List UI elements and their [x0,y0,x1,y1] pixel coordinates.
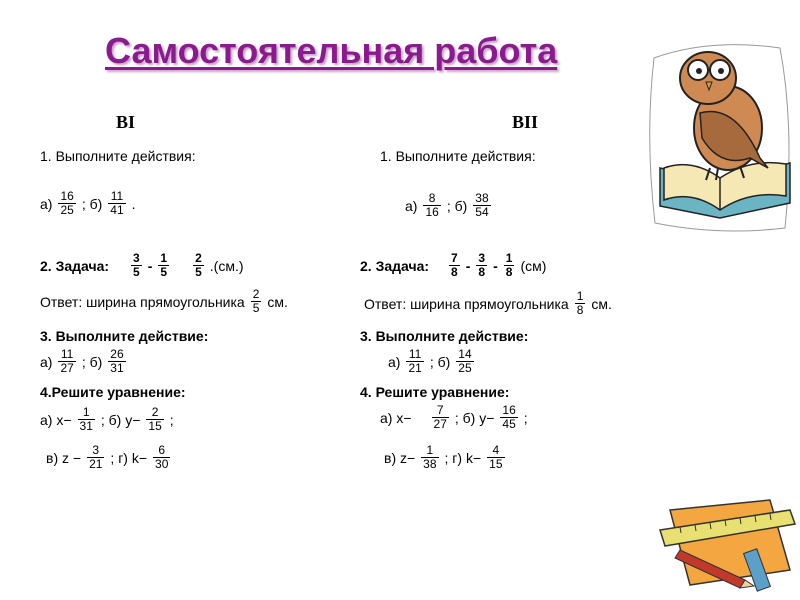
v2-eq-c-prefix: в) z− [384,449,416,466]
v2-task1-sep: ; б) [446,197,468,214]
v2-task2-heading: 2. Задача: [360,257,430,274]
v2-task3-fraction-b: $\frac{14}{25}$ [458,347,472,375]
v2-answer-text: Ответ: ширина прямоугольника [364,295,569,312]
v1-eq-a-fraction: $\frac{1}{31}$ [79,405,93,433]
v1-task1-fraction-a: $\frac{16}{25}$ [60,189,74,217]
v2-eq-d-fraction: $\frac{4}{15}$ [489,443,503,471]
v2-eq-c-fraction: $\frac{1}{38}$ [423,443,437,471]
v2-eq-row-2 [384,444,507,471]
v1-task2 [40,252,244,279]
v2-eq-b-prefix: ; б) у− [454,409,495,426]
v2-eq-row-1 [380,404,528,431]
v1-answer-text: Ответ: ширина прямоугольника [40,293,245,310]
v2-task2-unit: (см) [520,257,547,274]
v2-task2 [360,252,546,279]
v2-task1-label-a: а) [405,197,418,214]
v1-task2-fraction-1: $\frac{3}{5}$ [133,251,140,279]
v2-task3-expr [388,348,476,375]
v1-task1-fraction-b: $\frac{11}{41}$ [110,189,124,217]
ruler-pencil-icon [650,490,800,600]
v2-eq-b-end: ; [523,409,528,426]
v2-task2-minus-1: - [465,257,471,274]
v2-eq-b-fraction: $\frac{16}{45}$ [502,403,516,431]
v2-task1-fraction-a: $\frac{8}{16}$ [425,191,439,219]
v2-task2-fraction-2: $\frac{3}{8}$ [478,251,486,279]
v2-task2-fraction-3: $\frac{1}{8}$ [505,251,513,279]
v2-task3-heading: 3. Выполните действие: [360,328,529,344]
v1-task1-label-a: а) [40,195,53,212]
v1-task1-expr [40,190,136,217]
v2-eq-a-prefix: а) х− [380,409,412,426]
v1-eq-b-prefix: ; б) у− [100,411,141,428]
v2-answer [364,290,612,317]
v2-task2-fraction-1: $\frac{7}{8}$ [451,251,458,279]
v1-eq-row-1 [40,406,174,433]
v1-task3-heading: 3. Выполните действие: [40,328,209,344]
v1-eq-b-fraction: $\frac{2}{15}$ [148,405,162,433]
v2-task3-sep: ; б) [429,353,451,370]
v1-eq-row-2 [46,444,172,471]
v1-eq-d-fraction: $\frac{6}{30}$ [155,443,169,471]
v1-task2-heading: 2. Задача: [40,257,110,274]
v2-answer-fraction: $\frac{1}{8}$ [576,289,584,317]
v1-eq-b-end: ; [169,411,174,428]
v2-task3-fraction-a: $\frac{11}{21}$ [408,347,422,375]
v1-answer-fraction: $\frac{2}{5}$ [252,287,260,315]
v1-task3-fraction-a: $\frac{11}{27}$ [60,347,74,375]
owl-on-book-icon [640,18,800,238]
v2-eq-d-prefix: ; г) k− [444,449,482,466]
v1-eq-c-fraction: $\frac{3}{21}$ [89,443,103,471]
v1-task1-heading: 1. Выполните действия: [40,148,196,164]
v1-task3-fraction-b: $\frac{26}{31}$ [110,347,124,375]
v1-task1-end: . [131,195,136,212]
v2-task1-fraction-b: $\frac{38}{54}$ [475,191,489,219]
v1-task2-minus: - [147,257,153,274]
page-title: Самостоятельная работа [105,30,558,71]
v1-task2-fraction-3: $\frac{2}{5}$ [195,251,202,279]
v1-task3-expr [40,348,128,375]
v2-task1-expr [405,192,493,219]
v2-task4-heading: 4. Решите уравнение: [360,384,510,400]
v1-task2-fraction-2: $\frac{1}{5}$ [160,251,168,279]
v1-answer-unit: см. [267,293,288,310]
v1-answer [40,288,288,315]
variant-1-label: BI [116,112,136,132]
v1-eq-a-prefix: а) х− [40,411,72,428]
v2-task1-heading: 1. Выполните действия: [380,148,536,164]
v1-task2-unit: .(см.) [209,257,244,274]
variant-2-label: BII [512,112,539,132]
v2-task3-label-a: а) [388,353,401,370]
v2-answer-unit: см. [591,295,612,312]
v2-task2-minus-2: - [493,257,498,274]
v1-eq-c-prefix: в) z − [46,449,82,466]
v1-eq-d-prefix: ; г) k− [110,449,148,466]
v1-task3-label-a: а) [40,353,53,370]
v1-task4-heading: 4.Решите уравнение: [40,384,186,400]
v1-task3-sep: ; б) [81,353,103,370]
v2-eq-a-fraction: $\frac{7}{27}$ [433,403,447,431]
v1-task1-sep: ; б) [81,195,103,212]
